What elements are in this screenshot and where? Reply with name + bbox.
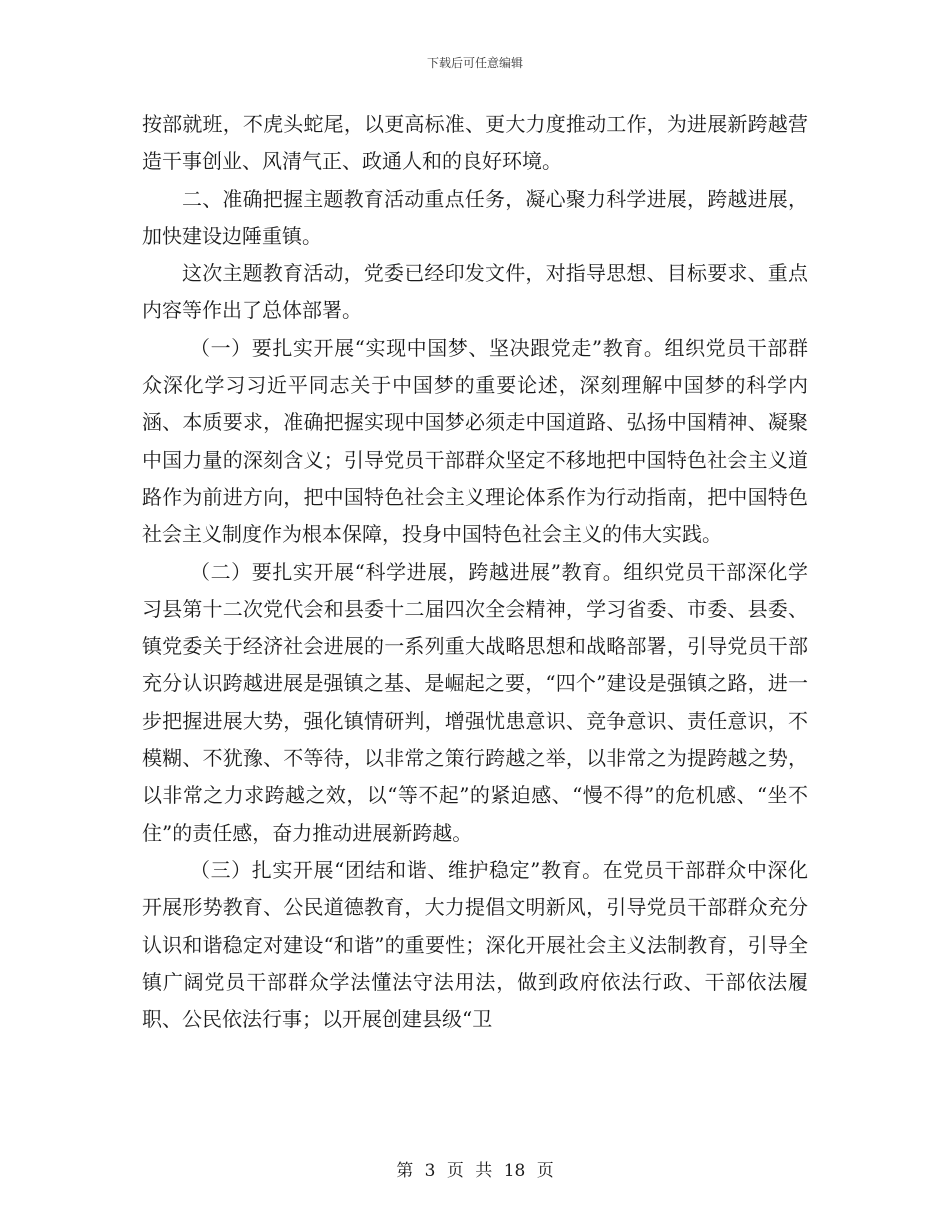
paragraph-continuation: 按部就班，不虎头蛇尾，以更高标准、更大力度推动工作，为进展新跨越营造干事创业、风清气正、政通人和的良好环境。 [142,112,808,174]
paragraph-item-2: （二）要扎实开展“科学进展，跨越进展”教育。组织党员干部深化学习县第十二次党代会和县委十二届四次全会精神，学习省委、市委、县委、镇党委关于经济社会进展的一系列重大战略思想和战略部署，引导党员干部充分认识跨越进展是强镇之基、是崛起之要，“四个”建设是强镇之路，进一步把握进展大势，强化镇情研判，增强忧患意识、竞争意识、责任意识，不模糊、不犹豫、不等待，以非常之策行跨越之举，以非常之为提跨越之势，以非常之力求跨越之效，以“等不起”的紧迫感、“慢不得”的危机感、“坐不住”的责任感，奋力推动进展新跨越。 [142,559,808,845]
paragraph-section-heading: 二、准确把握主题教育活动重点任务，凝心聚力科学进展，跨越进展，加快建设边陲重镇。 [142,186,808,248]
document-body [142,106,808,1038]
paragraph-item-3: （三）扎实开展“团结和谐、维护稳定”教育。在党员干部群众中深化开展形势教育、公民道德教育，大力提倡文明新风，引导党员干部群众充分认识和谐稳定对建设“和谐”的重要性；深化开展社会主义法制教育，引导全镇广阔党员干部群众学法懂法守法用法，做到政府依法行政、干部依法履职、公民依法行事；以开展创建县级“卫 [142,857,808,1032]
paragraph-intro: 这次主题教育活动，党委已经印发文件，对指导思想、目标要求、重点内容等作出了总体部署。 [142,261,808,323]
header-note: 下载后可任意编辑 [426,56,523,70]
paragraph-item-1: （一）要扎实开展“实现中国梦、坚决跟党走”教育。组织党员干部群众深化学习习近平同志关于中国梦的重要论述，深刻理解中国梦的科学内涵、本质要求，准确把握实现中国梦必须走中国道路、弘扬中国精神、凝聚中国力量的深刻含义；引导党员干部群众坚定不移地把中国特色社会主义道路作为前进方向，把中国特色社会主义理论体系作为行动指南，把中国特色社会主义制度作为根本保障，投身中国特色社会主义的伟大实践。 [142,335,808,547]
page-number: 第 3 页 共 18 页 [396,1161,554,1181]
